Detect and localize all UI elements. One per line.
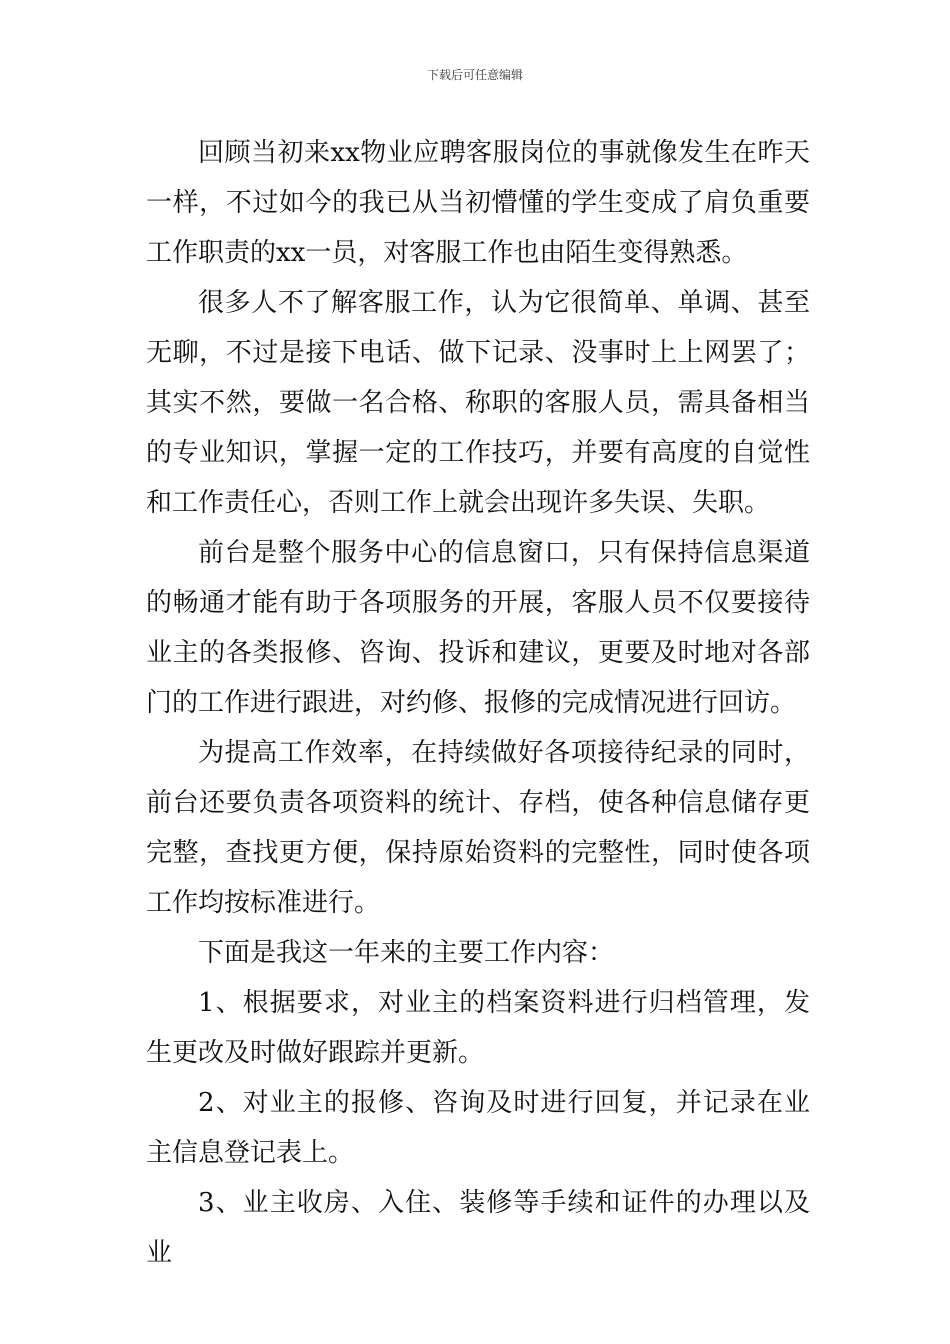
list-item-2: 2、对业主的报修、咨询及时进行回复，并记录在业主信息登记表上。	[146, 1088, 810, 1168]
list-item-3: 3、业主收房、入住、装修等手续和证件的办理以及业	[146, 1188, 810, 1268]
list-item-1: 1、根据要求，对业主的档案资料进行归档管理，发生更改及时做好跟踪并更新。	[146, 988, 810, 1068]
paragraph-2: 很多人不了解客服工作，认为它很简单、单调、甚至无聊，不过是接下电话、做下记录、没事时上上网罢了；其实不然，要做一名合格、称职的客服人员，需具备相当的专业知识，掌握一定的工作技巧，并要有高度的自觉性和工作责任心，否则工作上就会出现许多失误、失职。	[146, 288, 810, 518]
paragraph-5: 下面是我这一年来的主要工作内容：	[198, 938, 615, 968]
page-header-note: 下载后可任意编辑	[426, 68, 523, 82]
paragraph-3: 前台是整个服务中心的信息窗口，只有保持信息渠道的畅通才能有助于各项服务的开展，客服人员不仅要接待业主的各类报修、咨询、投诉和建议，更要及时地对各部门的工作进行跟进，对约修、报修的完成情况进行回访。	[146, 538, 810, 718]
paragraph-1: 回顾当初来xx物业应聘客服岗位的事就像发生在昨天一样，不过如今的我已从当初懵懂的学生变成了肩负重要工作职责的xx一员，对客服工作也由陌生变得熟悉。	[146, 138, 810, 268]
document-body	[146, 128, 810, 1278]
paragraph-4: 为提高工作效率，在持续做好各项接待纪录的同时，前台还要负责各项资料的统计、存档，使各种信息储存更完整，查找更方便，保持原始资料的完整性，同时使各项工作均按标准进行。	[146, 738, 810, 918]
